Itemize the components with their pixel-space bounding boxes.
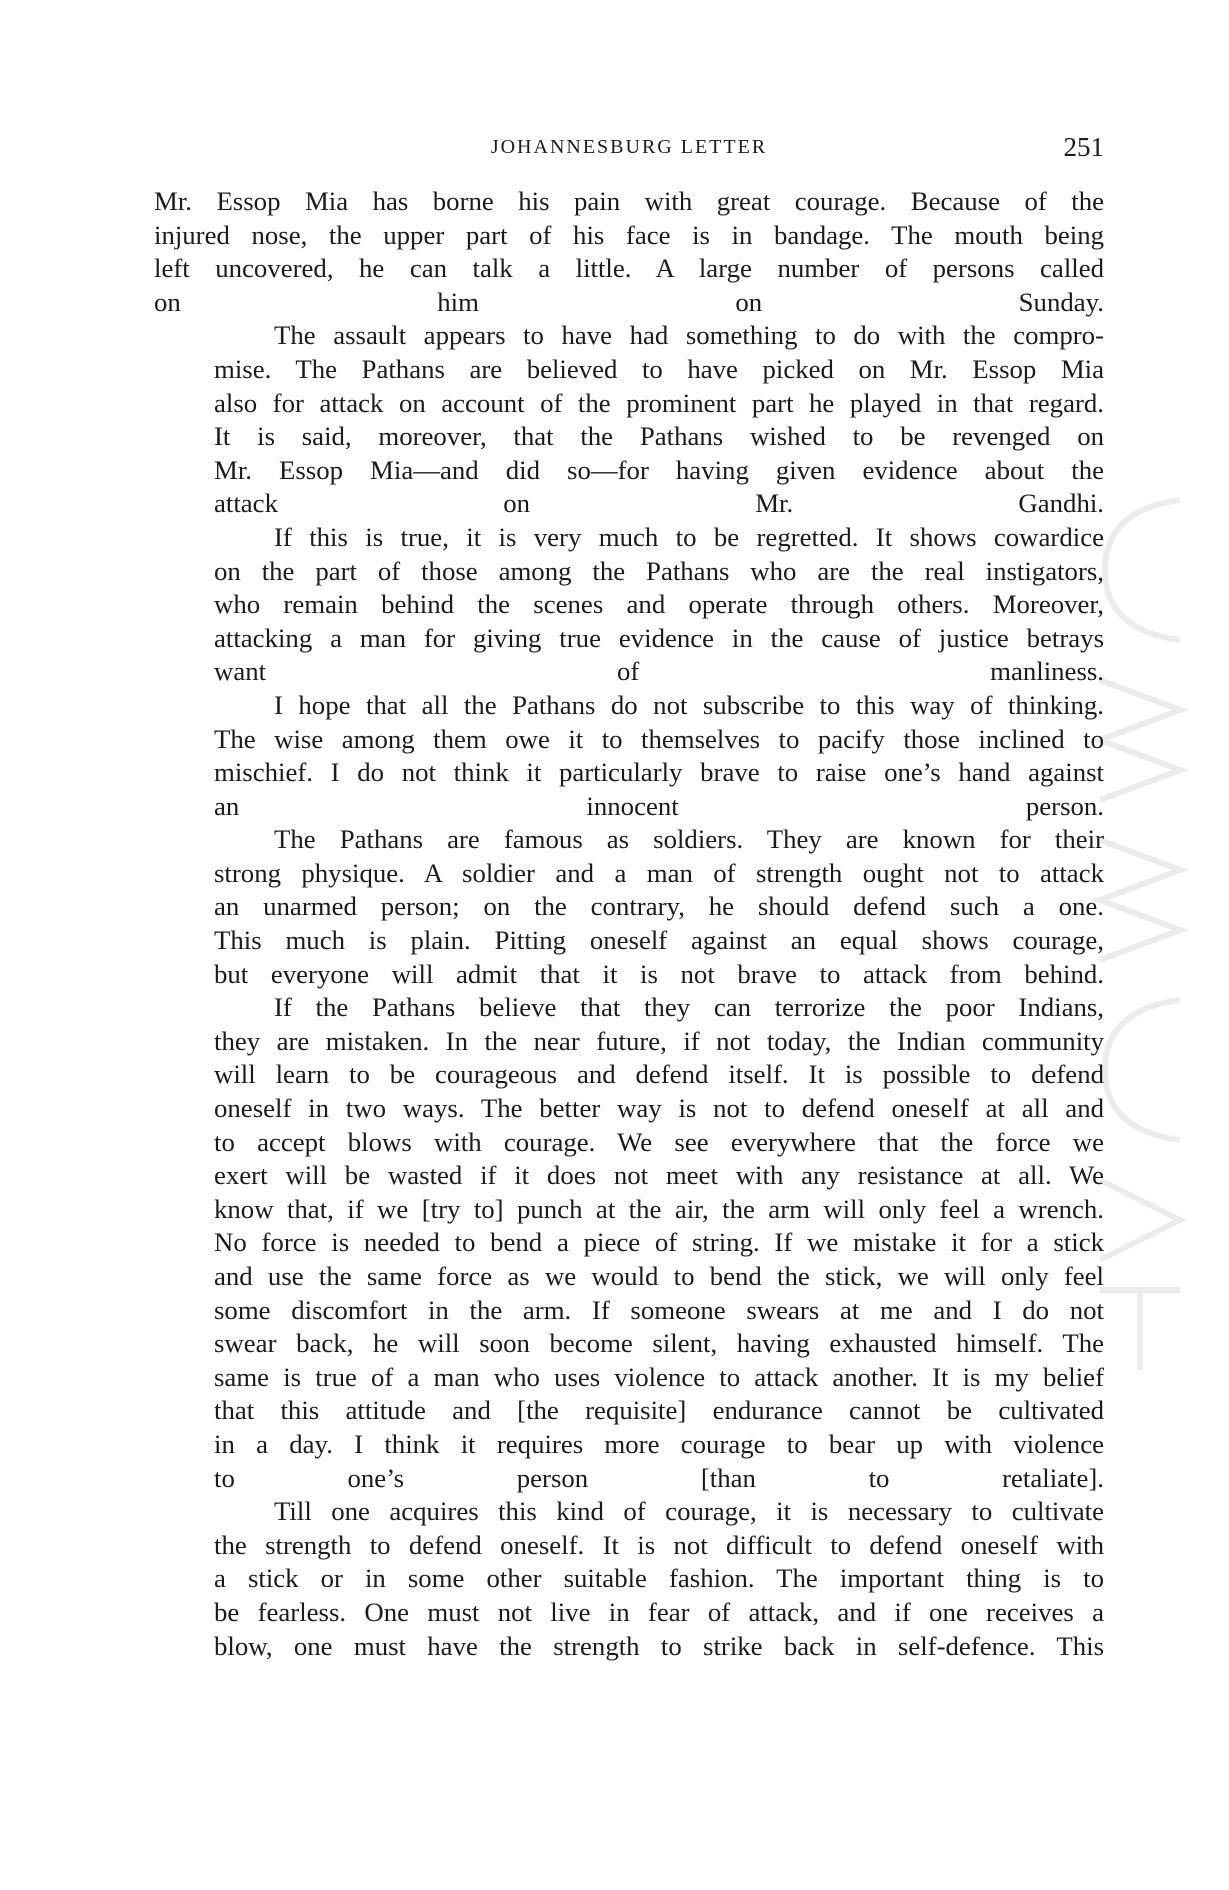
text-line: strong physique. A soldier and a man of strength ought not to attack: [214, 857, 1104, 888]
text-line: that this attitude and [the requisite] endurance cannot be cultivated: [214, 1395, 1104, 1426]
text-line: mischief. I do not think it particularly brave to raise one’s hand against: [214, 757, 1104, 788]
running-title: JOHANNESBURG LETTER: [490, 136, 768, 158]
paragraph: [154, 1495, 1104, 1663]
text-line: who remain behind the scenes and operate through others. Moreover,: [214, 589, 1104, 620]
text-line: If this is true, it is very much to be regretted. It shows cowardice: [274, 521, 1104, 552]
text-line: The wise among them owe it to themselves to pacify those inclined to: [214, 723, 1104, 754]
text-line: Mr. Essop Mia has borne his pain with great courage. Because of the: [154, 186, 1104, 216]
page-header: [154, 132, 1104, 166]
text-line: swear back, he will soon become silent, having exhausted himself. The: [214, 1328, 1104, 1359]
text-line: but everyone will admit that it is not brave to attack from behind.: [214, 958, 1104, 989]
text-line: mise. The Pathans are believed to have picked on Mr. Essop Mia: [214, 353, 1104, 384]
text-line: It is said, moreover, that the Pathans wished to be revenged on: [214, 421, 1104, 452]
paragraph: [154, 689, 1104, 823]
text-line: on the part of those among the Pathans who are the real instigators,: [214, 555, 1104, 586]
page-number: 251: [1063, 132, 1104, 162]
text-line: exert will be wasted if it does not meet with any resistance at all. We: [214, 1160, 1104, 1191]
body-text: [154, 185, 1104, 1663]
paragraph: [154, 823, 1104, 991]
text-line: an unarmed person; on the contrary, he should defend such a one.: [214, 891, 1104, 922]
text-line: some discomfort in the arm. If someone swears at me and I do not: [214, 1294, 1104, 1325]
text-line: attacking a man for giving true evidence in the cause of justice betrays: [214, 622, 1104, 653]
text-line: in a day. I think it requires more courage to bear up with violence: [214, 1428, 1104, 1459]
text-line: injured nose, the upper part of his face is in bandage. The mouth being: [154, 219, 1104, 250]
paragraph: [154, 521, 1104, 689]
text-line: same is true of a man who uses violence to attack another. It is my belief: [214, 1361, 1104, 1392]
text-line: also for attack on account of the prominent part he played in that regard.: [214, 387, 1104, 418]
text-line: attack on Mr. Gandhi.: [214, 488, 1104, 519]
text-line: on him on Sunday.: [154, 286, 1104, 317]
text-line: oneself in two ways. The better way is not to defend oneself at all and: [214, 1093, 1104, 1124]
text-line: The Pathans are famous as soldiers. They are known for their: [274, 824, 1104, 855]
text-line: know that, if we [try to] punch at the air, the arm will only feel a wrench.: [214, 1193, 1104, 1224]
text-line: Mr. Essop Mia—and did so—for having given evidence about the: [214, 454, 1104, 485]
text-line: the strength to defend oneself. It is not difficult to defend oneself with: [214, 1529, 1104, 1560]
text-line: blow, one must have the strength to strike back in self-defence. This: [214, 1630, 1104, 1661]
paragraph: [154, 991, 1104, 1495]
text-line: and use the same force as we would to bend the stick, we will only feel: [214, 1261, 1104, 1291]
text-line: be fearless. One must not live in fear of attack, and if one receives a: [214, 1596, 1104, 1627]
text-line: left uncovered, he can talk a little. A large number of persons called: [154, 253, 1104, 284]
text-line: If the Pathans believe that they can terrorize the poor Indians,: [274, 992, 1104, 1023]
text-line: will learn to be courageous and defend itself. It is possible to defend: [214, 1059, 1104, 1090]
text-line: I hope that all the Pathans do not subscribe to this way of thinking.: [274, 689, 1104, 720]
text-line: want of manliness.: [214, 656, 1104, 687]
text-line: an innocent person.: [214, 790, 1104, 821]
text-line: This much is plain. Pitting oneself against an equal shows courage,: [214, 925, 1104, 956]
text-line: to accept blows with courage. We see everywhere that the force we: [214, 1126, 1104, 1157]
text-line: a stick or in some other suitable fashion. The important thing is to: [214, 1563, 1104, 1594]
text-line: to one’s person [than to retaliate].: [214, 1462, 1104, 1493]
text-line: No force is needed to bend a piece of string. If we mistake it for a stick: [214, 1227, 1104, 1258]
text-line: they are mistaken. In the near future, if not today, the Indian community: [214, 1025, 1104, 1056]
text-line: Till one acquires this kind of courage, it is necessary to cultivate: [274, 1496, 1104, 1527]
paragraph: [154, 185, 1104, 319]
text-line: The assault appears to have had something to do with the compro-: [274, 320, 1104, 351]
paragraph: [154, 319, 1104, 521]
